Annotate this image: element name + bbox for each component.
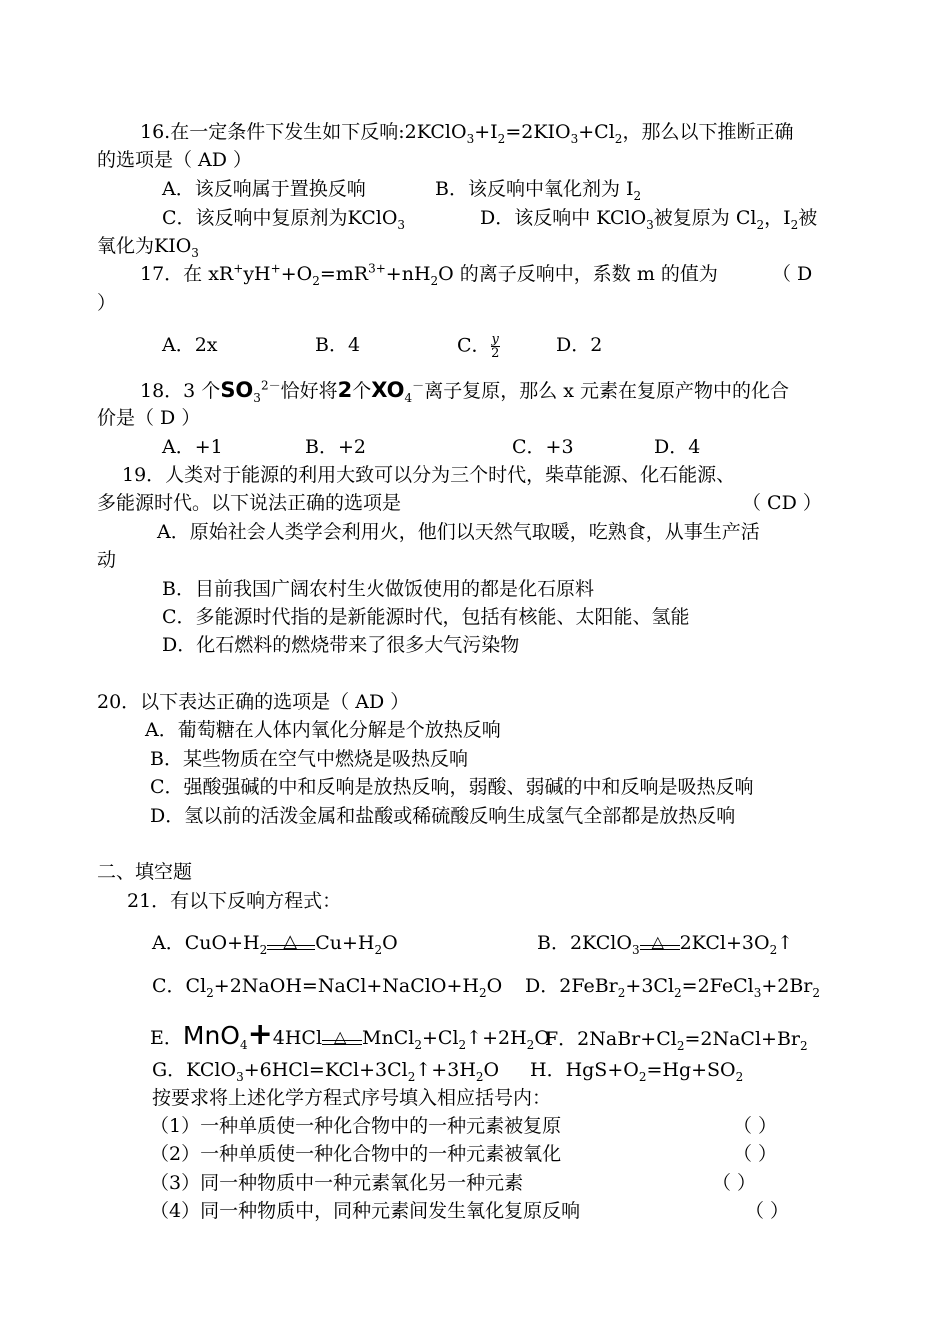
q17-option-a: A．2x — [162, 334, 218, 356]
fill-blank-2[interactable]: （ ） — [733, 1143, 778, 1165]
q16-stem-line2: 的选项是（ AD ） — [97, 149, 253, 171]
q19-option-d: D．化石燃料的燃烧带来了很多大气污染物 — [162, 634, 520, 656]
equation-g: G．$KClO_3+6HCl=KCl+3Cl_2↑+3H_2O$ — [152, 1059, 500, 1084]
equation-b: B．2KClO$_3$ △ $2KCl+3O_2↑$ — [537, 932, 794, 957]
q19-option-a: A．原始社会人类学会利用火，他们以天然气取暖，吃熟食，从事生产活 — [157, 521, 760, 543]
fill-item-4: （4）同一种物质中，同种元素间发生氧化复原反响 — [150, 1200, 581, 1222]
q18-stem-line1: 18．3 个$SO_3^{2-}$恰好将2个$XO_4^-$离子复原，那么 x 元素在复原产物中的化合 — [140, 378, 789, 405]
equation-a: A．$CuO+H_2$ △ $Cu+H_2O$ — [152, 931, 398, 957]
equation-f: F．$2NaBr+Cl_2=2NaCl+Br_2$ — [545, 1028, 808, 1053]
q18-option-a: A．+1 — [162, 436, 223, 458]
q19-option-b: B．目前我国广阔农村生火做饭使用的都是化石原料 — [162, 578, 594, 600]
q17-option-b: B．4 — [315, 334, 361, 356]
q20-option-c: C．强酸强碱的中和反响是放热反响，弱酸、弱碱的中和反响是吸热反响 — [150, 776, 754, 798]
q16-option-b: B．该反响中氧化剂为 $I_2$ — [435, 178, 642, 203]
equation-h: H．$HgS+O_2=Hg+SO_2$ — [530, 1059, 744, 1084]
fraction-y-over-2: $\frac{y}{2}$ — [491, 332, 500, 361]
q16-stem-line1: 16.在一定条件下发生如下反响$:2KClO_3+I_2=2KIO_3+Cl_2$，那么以下推断正确 — [140, 121, 794, 146]
q19-option-a-cont: 动 — [97, 549, 117, 571]
heat-equals-sign: △ — [640, 932, 680, 956]
q17-answer: （ D — [772, 263, 813, 285]
equation-d: D．$2FeBr_2+3Cl_2=2FeCl_3+2Br_2$ — [525, 975, 821, 1000]
q17-stem: 17．在 $xR^+yH^++O_2=mR^{3+}+nH_2O$ 的离子反响中，系数 m 的值为 — [140, 261, 718, 288]
equation-c: C．$Cl_2+2NaOH=NaCl+NaClO+H_2O$ — [152, 975, 503, 1000]
q20-option-b: B．某些物质在空气中燃烧是吸热反响 — [150, 748, 468, 770]
equation-e: E．MnO$_4$+4HCl △ $MnCl_2+Cl_2↑+2H_2O$ — [150, 1017, 550, 1052]
q20-option-d: D．氢以前的活泼金属和盐酸或稀硫酸反响生成氢气全部都是放热反响 — [150, 805, 736, 827]
q18-option-c: C．+3 — [512, 436, 574, 458]
q21-stem: 21．有以下反响方程式： — [127, 890, 342, 912]
fill-blank-3[interactable]: （ ） — [712, 1172, 757, 1194]
fill-item-2: （2）一种单质使一种化合物中的一种元素被氧化 — [150, 1143, 562, 1165]
q17-option-c: C． $\frac{y}{2}$ — [457, 332, 500, 361]
q20-stem: 20．以下表达正确的选项是（ AD ） — [97, 691, 410, 713]
q19-stem-line2: 多能源时代。以下说法正确的选项是 — [97, 492, 402, 514]
q18-option-b: B．+2 — [305, 436, 366, 458]
q16-option-c: C．该反响中复原剂为KClO$_3$ — [162, 207, 406, 232]
q16-option-d-cont: 氧化为$KIO_3$ — [97, 235, 199, 260]
fill-item-3: （3）同一种物质中一种元素氧化另一种元素 — [150, 1172, 524, 1194]
q18-stem-line2: 价是（ D ） — [97, 407, 201, 429]
q16-option-d: D．该反响中 KClO$_3$被复原为 $Cl_2$，$I_2$被 — [480, 207, 818, 232]
q20-option-a: A．葡萄糖在人体内氧化分解是个放热反响 — [145, 719, 501, 741]
heat-equals-sign: △ — [267, 932, 315, 956]
heat-equals-sign: △ — [322, 1027, 362, 1051]
q19-answer: （ CD ） — [742, 492, 822, 514]
instruction: 按要求将上述化学方程式序号填入相应括号内： — [152, 1087, 552, 1109]
fill-item-1: （1）一种单质使一种化合物中的一种元素被复原 — [150, 1115, 562, 1137]
section-title: 二、填空题 — [97, 861, 193, 883]
q17-option-d: D．2 — [556, 334, 603, 356]
q16-option-a: A．该反响属于置换反响 — [162, 178, 366, 200]
fill-blank-4[interactable]: （ ） — [745, 1200, 790, 1222]
q19-option-c: C．多能源时代指的是新能源时代，包括有核能、太阳能、氢能 — [162, 606, 690, 628]
fill-blank-1[interactable]: （ ） — [733, 1115, 778, 1137]
q19-stem-line1: 19．人类对于能源的利用大致可以分为三个时代，柴草能源、化石能源、 — [122, 464, 736, 486]
q17-answer-close: ） — [97, 292, 117, 314]
q18-option-d: D．4 — [654, 436, 701, 458]
